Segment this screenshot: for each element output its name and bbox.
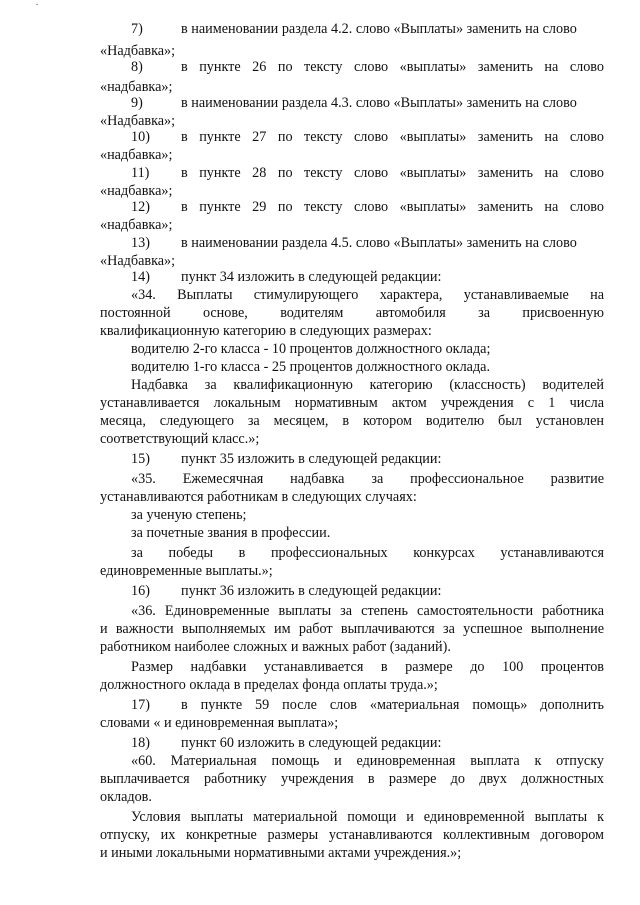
item-15-para: за ученую степень; xyxy=(131,507,247,523)
item-7-cont: «Надбавка»; xyxy=(100,43,176,59)
item-18-para: отпуску, их конкретные размеры устанавливаются коллективным договором xyxy=(100,827,604,843)
item-14-para: устанавливается локальным нормативным актом учреждения с 1 числа xyxy=(100,395,604,411)
item-15-para: единовременные выплаты.»; xyxy=(100,563,273,579)
item-18-para: и иными локальными нормативными актами учреждения.»; xyxy=(100,845,462,861)
item-18-para: Условия выплаты материальной помощи и единовременной выплаты к xyxy=(131,809,604,825)
item-16-para: и важности выполняемых им работ выплачиваются за успешное выполнение xyxy=(100,621,604,637)
item-9-cont: «Надбавка»; xyxy=(100,113,176,129)
item-17: 17) в пункте 59 после слов «материальная помощь» дополнить xyxy=(131,697,604,713)
item-14-para: соответствующий класс.»; xyxy=(100,431,260,447)
item-15: 15) пункт 35 изложить в следующей редакции: xyxy=(131,451,442,467)
item-18-para: выплачивается работнику учреждения в размере до двух должностных xyxy=(100,771,604,787)
item-15-para: «35. Ежемесячная надбавка за профессиональное развитие xyxy=(131,471,604,487)
item-12: 12) в пункте 29 по тексту слово «выплаты» заменить на слово xyxy=(131,199,604,215)
item-15-para: устанавливаются работникам в следующих случаях: xyxy=(100,489,417,505)
item-18-para: окладов. xyxy=(100,789,152,805)
item-10-cont: «надбавка»; xyxy=(100,147,173,163)
item-16-para: работником наиболее сложных и важных работ (заданий). xyxy=(100,639,451,655)
item-16: 16) пункт 36 изложить в следующей редакции: xyxy=(131,583,442,599)
item-17-cont: словами « и единовременная выплата»; xyxy=(100,715,339,731)
item-14-para: Надбавка за квалификационную категорию (классность) водителей xyxy=(131,377,604,393)
item-13: 13) в наименовании раздела 4.5. слово «Выплаты» заменить на слово xyxy=(131,235,577,251)
item-14-para: месяца, следующего за месяцем, в котором водителю был установлен xyxy=(100,413,604,429)
item-14-para: «34. Выплаты стимулирующего характера, устанавливаемые на xyxy=(131,287,604,303)
item-18: 18) пункт 60 изложить в следующей редакции: xyxy=(131,735,442,751)
item-18-para: «60. Материальная помощь и единовременная выплата к отпуску xyxy=(131,753,604,769)
item-9: 9) в наименовании раздела 4.3. слово «Выплаты» заменить на слово xyxy=(131,95,577,111)
item-12-cont: «надбавка»; xyxy=(100,217,173,233)
item-14-para: постоянной основе, водителям автомобиля за присвоенную xyxy=(100,305,604,321)
item-7: 7) в наименовании раздела 4.2. слово «Выплаты» заменить на слово xyxy=(131,21,577,37)
item-14-para: водителю 1-го класса - 25 процентов должностного оклада. xyxy=(131,359,491,375)
item-13-cont: «Надбавка»; xyxy=(100,253,176,269)
item-10: 10) в пункте 27 по тексту слово «выплаты» заменить на слово xyxy=(131,129,604,145)
item-15-para: за почетные звания в профессии. xyxy=(131,525,331,541)
item-14-para: водителю 2-го класса - 10 процентов должностного оклада; xyxy=(131,341,491,357)
item-16-para: «36. Единовременные выплаты за степень самостоятельности работника xyxy=(131,603,604,619)
item-14-para: квалификационную категорию в следующих размерах: xyxy=(100,323,432,339)
item-16-para: должностного оклада в пределах фонда оплаты труда.»; xyxy=(100,677,438,693)
item-16-para: Размер надбавки устанавливается в размере до 100 процентов xyxy=(131,659,604,675)
scan-speck xyxy=(36,4,38,5)
item-8: 8) в пункте 26 по тексту слово «выплаты» заменить на слово xyxy=(131,59,604,75)
item-11: 11) в пункте 28 по тексту слово «выплаты» заменить на слово xyxy=(131,165,604,181)
item-15-para: за победы в профессиональных конкурсах устанавливаются xyxy=(131,545,604,561)
item-14: 14) пункт 34 изложить в следующей редакции: xyxy=(131,269,442,285)
item-8-cont: «надбавка»; xyxy=(100,79,173,95)
item-11-cont: «надбавка»; xyxy=(100,183,173,199)
